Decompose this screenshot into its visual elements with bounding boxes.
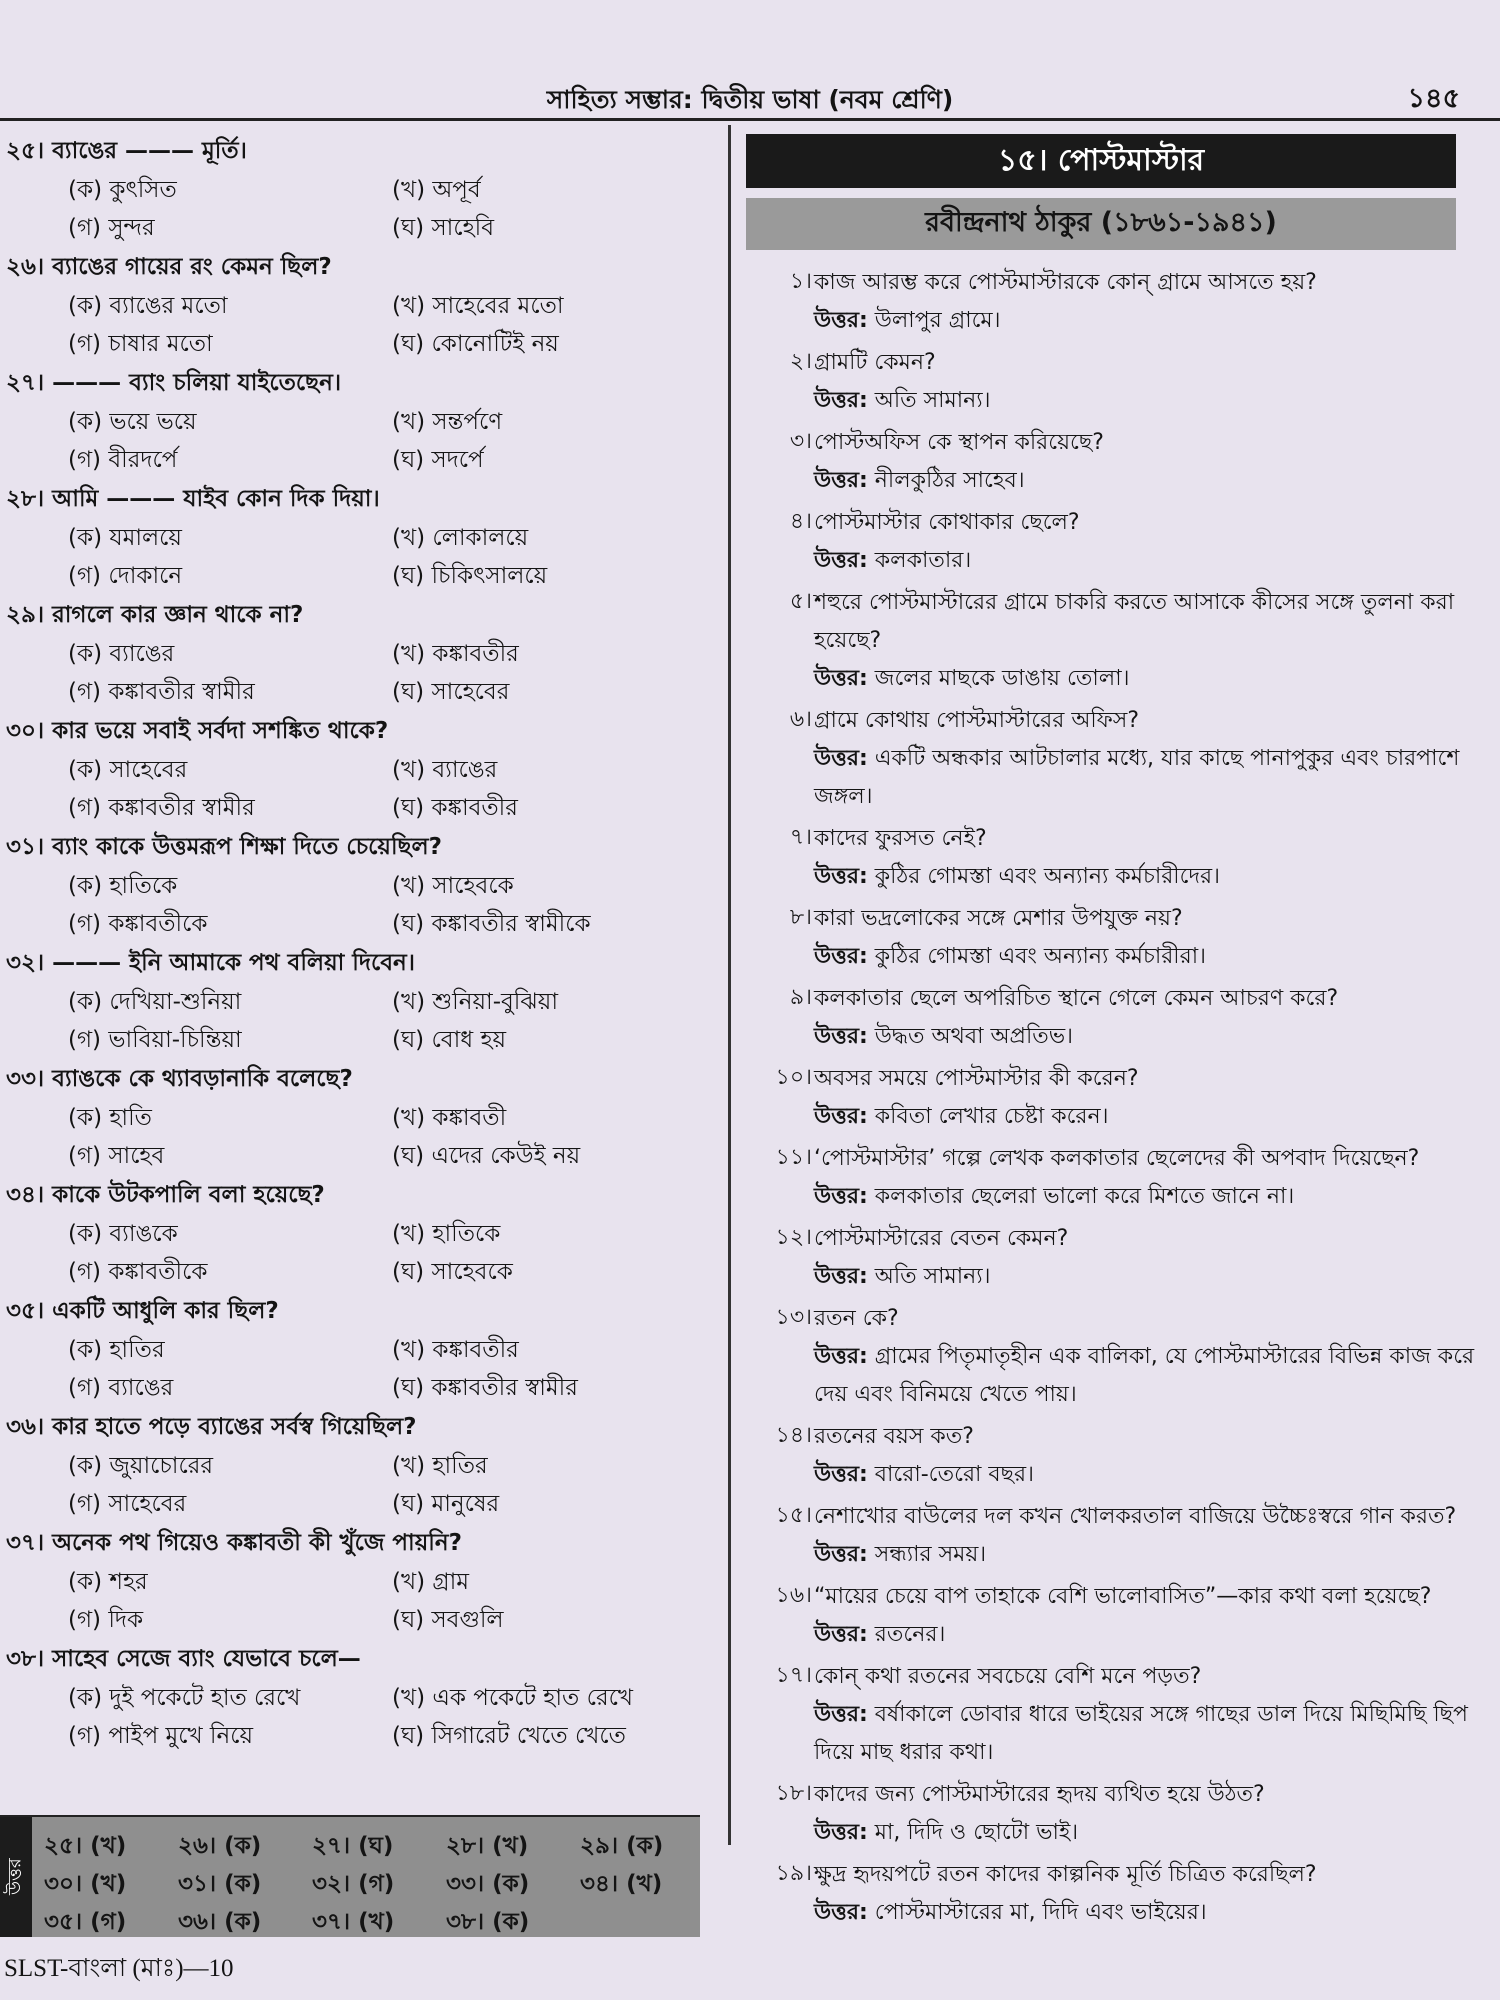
mcq-stem: ২৯। রাগলে কার জ্ঞান থাকে না? bbox=[6, 602, 304, 628]
option-c: (গ) বীরদর্পে bbox=[68, 447, 178, 473]
qa-item bbox=[746, 1300, 1480, 1414]
option-c: (গ) পাইপ মুখে নিয়ে bbox=[68, 1723, 254, 1749]
answer-key-cell: ২৫। (খ) bbox=[44, 1833, 127, 1859]
answer-text: সন্ধ্যার সময়। bbox=[874, 1542, 987, 1567]
question-text: কাদের জন্য পোস্টমাস্টারের হৃদয় ব্যথিত হয়ে উঠত? bbox=[814, 1782, 1265, 1807]
option-b: (খ) কঙ্কাবতীর bbox=[392, 1337, 519, 1363]
answer-label: উত্তর: bbox=[814, 1702, 868, 1727]
answer-key-row bbox=[44, 1903, 580, 1942]
answer-line bbox=[814, 1456, 1480, 1494]
option-a: (ক) হাতি bbox=[68, 1105, 152, 1131]
answer-label: উত্তর: bbox=[814, 1900, 868, 1925]
answer-text: বর্ষাকালে ডোবার ধারে ভাইয়ের সঙ্গে গাছের ডাল দিয়ে মিছিমিছি ছিপ দিয়ে মাছ ধরার কথা। bbox=[814, 1702, 1468, 1765]
column-divider bbox=[728, 125, 731, 1845]
author-heading: রবীন্দ্রনাথ ঠাকুর (১৮৬১-১৯৪১) bbox=[746, 198, 1456, 250]
header-rule bbox=[0, 118, 1500, 121]
option-c: (গ) ব্যাঙের bbox=[68, 1375, 174, 1401]
option-a: (ক) ব্যাঙের bbox=[68, 641, 175, 667]
option-a: (ক) কুৎসিত bbox=[68, 177, 177, 203]
mcq-stem: ৩১। ব্যাং কাকে উত্তমরূপ শিক্ষা দিতে চেয়েছিল? bbox=[6, 834, 442, 860]
option-a: (ক) ব্যাঙকে bbox=[68, 1221, 178, 1247]
qa-item bbox=[746, 504, 1480, 580]
option-d: (ঘ) সদর্পে bbox=[392, 447, 484, 473]
option-b: (খ) শুনিয়া-বুঝিয়া bbox=[392, 989, 558, 1015]
option-b: (খ) লোকালয়ে bbox=[392, 525, 529, 551]
answer-key-cell: ৩৮। (ক) bbox=[446, 1909, 530, 1935]
question-text: কাজ আরম্ভ করে পোস্টমাস্টারকে কোন্ গ্রামে আসতে হয়? bbox=[814, 270, 1317, 295]
answer-line bbox=[814, 302, 1480, 340]
answer-line bbox=[814, 1338, 1480, 1414]
question-text: গ্রামে কোথায় পোস্টমাস্টারের অফিস? bbox=[814, 708, 1140, 733]
book-title: সাহিত্য সম্ভার: দ্বিতীয় ভাষা (নবম শ্রেণি) bbox=[546, 85, 954, 114]
answer-label: উত্তর: bbox=[814, 1184, 868, 1209]
answer-line bbox=[814, 1258, 1480, 1296]
answer-line bbox=[814, 740, 1480, 816]
option-a: (ক) হাতিকে bbox=[68, 873, 178, 899]
option-a: (ক) দুই পকেটে হাত রেখে bbox=[68, 1685, 301, 1711]
question-number: ৭। bbox=[789, 825, 812, 850]
option-d: (ঘ) সাহেবি bbox=[392, 215, 495, 241]
answer-line bbox=[814, 462, 1480, 500]
option-b: (খ) হাতিকে bbox=[392, 1221, 501, 1247]
question-text: কাদের ফুরসত নেই? bbox=[814, 826, 987, 851]
question-text: পোস্টঅফিস কে স্থাপন করিয়েছে? bbox=[814, 430, 1104, 455]
answer-label: উত্তর: bbox=[814, 864, 868, 889]
mcq-item bbox=[0, 244, 700, 360]
question-number: ১৬। bbox=[775, 1583, 812, 1608]
qa-item bbox=[746, 1220, 1480, 1296]
mcq-item bbox=[0, 1636, 700, 1752]
answer-line bbox=[814, 1814, 1480, 1852]
mcq-item bbox=[0, 1172, 700, 1288]
answer-line bbox=[814, 938, 1480, 976]
question-text: গ্রামটি কেমন? bbox=[814, 350, 936, 375]
answer-label: উত্তর: bbox=[814, 1820, 868, 1845]
question-number: ১৭। bbox=[775, 1663, 812, 1688]
answer-line bbox=[814, 382, 1480, 420]
question-answer-list bbox=[746, 264, 1480, 1936]
option-a: (ক) সাহেবের bbox=[68, 757, 188, 783]
option-c: (গ) সাহেবের bbox=[68, 1491, 187, 1517]
qa-item bbox=[746, 1856, 1480, 1932]
option-c: (গ) সুন্দর bbox=[68, 215, 155, 241]
mcq-item bbox=[0, 1404, 700, 1520]
question-text: “মায়ের চেয়ে বাপ তাহাকে বেশি ভালোবাসিত”—কার কথা বলা হয়েছে? bbox=[814, 1584, 1432, 1609]
qa-item bbox=[746, 1140, 1480, 1216]
answer-label: উত্তর: bbox=[814, 548, 868, 573]
answer-key-cell: ৩৪। (খ) bbox=[580, 1871, 663, 1897]
question-text: রতনের বয়স কত? bbox=[814, 1424, 974, 1449]
answer-line bbox=[814, 1098, 1480, 1136]
answer-key-row bbox=[44, 1865, 714, 1904]
qa-item bbox=[746, 900, 1480, 976]
option-d: (ঘ) এদের কেউই নয় bbox=[392, 1143, 581, 1169]
mcq-item bbox=[0, 1520, 700, 1636]
question-number: ৩। bbox=[789, 429, 812, 454]
answer-key-cell: ২৯। (ক) bbox=[580, 1833, 664, 1859]
question-text: অবসর সময়ে পোস্টমাস্টার কী করেন? bbox=[814, 1066, 1139, 1091]
option-c: (গ) দোকানে bbox=[68, 563, 183, 589]
answer-line bbox=[814, 660, 1480, 698]
answer-key-row bbox=[44, 1827, 714, 1866]
answer-key-cell: ৩৭। (খ) bbox=[312, 1909, 395, 1935]
qa-item bbox=[746, 980, 1480, 1056]
mcq-stem: ৩৩। ব্যাঙকে কে থ্যাবড়ানাকি বলেছে? bbox=[6, 1066, 353, 1092]
answer-text: একটি অন্ধকার আটচালার মধ্যে, যার কাছে পানাপুকুর এবং চারপাশে জঙ্গল। bbox=[814, 746, 1460, 809]
mcq-item bbox=[0, 824, 700, 940]
answer-line bbox=[814, 1536, 1480, 1574]
option-b: (খ) সাহেবের মতো bbox=[392, 293, 564, 319]
question-number: ১৫। bbox=[775, 1503, 812, 1528]
answer-key-cell: ৩৩। (ক) bbox=[446, 1871, 530, 1897]
question-number: ৫। bbox=[789, 589, 812, 614]
mcq-stem: ২৭। ——— ব্যাং চলিয়া যাইতেছেন। bbox=[6, 370, 342, 396]
answer-label: উত্তর: bbox=[814, 1622, 868, 1647]
answer-label: উত্তর: bbox=[814, 1462, 868, 1487]
question-text: শহুরে পোস্টমাস্টারের গ্রামে চাকরি করতে আসাকে কীসের সঙ্গে তুলনা করা হয়েছে? bbox=[814, 590, 1455, 653]
option-d: (ঘ) সাহেবকে bbox=[392, 1259, 513, 1285]
answer-line bbox=[814, 1178, 1480, 1216]
answer-label: উত্তর: bbox=[814, 1264, 868, 1289]
question-text: ‘পোস্টমাস্টার’ গল্পে লেখক কলকাতার ছেলেদের কী অপবাদ দিয়েছেন? bbox=[814, 1146, 1420, 1171]
question-number: ১৯। bbox=[775, 1861, 812, 1886]
page-header bbox=[0, 72, 1500, 122]
answer-label: উত্তর: bbox=[814, 746, 868, 771]
option-d: (ঘ) কঙ্কাবতীর bbox=[392, 795, 518, 821]
question-text: রতন কে? bbox=[814, 1306, 899, 1331]
option-d: (ঘ) কঙ্কাবতীর স্বামীর bbox=[392, 1375, 578, 1401]
question-text: পোস্টমাস্টারের বেতন কেমন? bbox=[814, 1226, 1069, 1251]
option-c: (গ) কঙ্কাবতীকে bbox=[68, 911, 208, 937]
answer-key-cell: ২৮। (খ) bbox=[446, 1833, 529, 1859]
answer-text: উদ্ধত অথবা অপ্রতিভ। bbox=[874, 1024, 1074, 1049]
option-c: (গ) চাষার মতো bbox=[68, 331, 213, 357]
answer-key-cell: ২৭। (ঘ) bbox=[312, 1833, 394, 1859]
mcq-item bbox=[0, 940, 700, 1056]
qa-item bbox=[746, 344, 1480, 420]
option-a: (ক) যমালয়ে bbox=[68, 525, 182, 551]
mcq-item bbox=[0, 592, 700, 708]
option-b: (খ) অপূর্ব bbox=[392, 177, 481, 203]
mcq-stem: ৩৮। সাহেব সেজে ব্যাং যেভাবে চলে— bbox=[6, 1646, 361, 1672]
option-b: (খ) সাহেবকে bbox=[392, 873, 514, 899]
question-text: কারা ভদ্রলোকের সঙ্গে মেশার উপযুক্ত নয়? bbox=[814, 906, 1183, 931]
qa-item bbox=[746, 820, 1480, 896]
answer-text: কুঠির গোমস্তা এবং অন্যান্য কর্মচারীরা। bbox=[874, 944, 1206, 969]
question-text: কোন্ কথা রতনের সবচেয়ে বেশি মনে পড়ত? bbox=[814, 1664, 1202, 1689]
qa-item bbox=[746, 424, 1480, 500]
page-number: ১৪৫ bbox=[1407, 83, 1460, 114]
mcq-item bbox=[0, 128, 700, 244]
mcq-stem: ৩০। কার ভয়ে সবাই সর্বদা সশঙ্কিত থাকে? bbox=[6, 718, 389, 744]
option-d: (ঘ) সবগুলি bbox=[392, 1607, 504, 1633]
answer-text: রতনের। bbox=[874, 1622, 946, 1647]
option-b: (খ) গ্রাম bbox=[392, 1569, 470, 1595]
mcq-column bbox=[0, 128, 700, 1752]
answer-label: উত্তর: bbox=[814, 308, 868, 333]
option-b: (খ) এক পকেটে হাত রেখে bbox=[392, 1685, 633, 1711]
qa-item bbox=[746, 1498, 1480, 1574]
question-text: ক্ষুদ্র হৃদয়পটে রতন কাদের কাল্পনিক মূর্তি চিত্রিত করেছিল? bbox=[814, 1862, 1317, 1887]
answer-label: উত্তর: bbox=[814, 1024, 868, 1049]
footer-code: SLST-বাংলা (মাঃ)—10 bbox=[4, 1955, 234, 1982]
mcq-stem: ৩২। ——— ইনি আমাকে পথ বলিয়া দিবেন। bbox=[6, 950, 415, 976]
answer-text: উলাপুর গ্রামে। bbox=[874, 308, 1001, 333]
answer-key-cell: ৩৬। (ক) bbox=[178, 1909, 262, 1935]
answer-key-label: উত্তর bbox=[0, 1817, 32, 1937]
mcq-stem: ২৫। ব্যাঙের ——— মূর্তি। bbox=[6, 138, 247, 164]
question-number: ১১। bbox=[775, 1145, 812, 1170]
mcq-stem: ৩৪। কাকে উটকপালি বলা হয়েছে? bbox=[6, 1182, 325, 1208]
answer-key-cell: ৩১। (ক) bbox=[178, 1871, 262, 1897]
option-d: (ঘ) বোধ হয় bbox=[392, 1027, 507, 1053]
option-b: (খ) সন্তর্পণে bbox=[392, 409, 503, 435]
qa-item bbox=[746, 702, 1480, 816]
mcq-stem: ২৮। আমি ——— যাইব কোন দিক দিয়া। bbox=[6, 486, 380, 512]
answer-label: উত্তর: bbox=[814, 944, 868, 969]
mcq-item bbox=[0, 708, 700, 824]
qa-item bbox=[746, 264, 1480, 340]
option-c: (গ) কঙ্কাবতীর স্বামীর bbox=[68, 679, 255, 705]
answer-line bbox=[814, 858, 1480, 896]
qa-item bbox=[746, 584, 1480, 698]
answer-text: বারো-তেরো বছর। bbox=[874, 1462, 1034, 1487]
question-number: ১৪। bbox=[775, 1423, 812, 1448]
mcq-item bbox=[0, 1288, 700, 1404]
answer-line bbox=[814, 1616, 1480, 1654]
qa-item bbox=[746, 1060, 1480, 1136]
answer-text: গ্রামের পিতৃমাতৃহীন এক বালিকা, যে পোস্টমাস্টারের বিভিন্ন কাজ করে দেয় এবং বিনিময়ে খেতে পায়। bbox=[814, 1344, 1475, 1407]
option-a: (ক) ব্যাঙের মতো bbox=[68, 293, 228, 319]
option-a: (ক) শহর bbox=[68, 1569, 148, 1595]
option-d: (ঘ) চিকিৎসালয়ে bbox=[392, 563, 548, 589]
mcq-stem: ৩৬। কার হাতে পড়ে ব্যাঙের সর্বস্ব গিয়েছিল? bbox=[6, 1414, 417, 1440]
answer-text: কলকাতার। bbox=[874, 548, 972, 573]
option-b: (খ) হাতির bbox=[392, 1453, 488, 1479]
answer-label: উত্তর: bbox=[814, 1542, 868, 1567]
question-number: ৯। bbox=[789, 985, 812, 1010]
answer-line bbox=[814, 1018, 1480, 1056]
option-d: (ঘ) কঙ্কাবতীর স্বামীকে bbox=[392, 911, 591, 937]
qa-item bbox=[746, 1658, 1480, 1772]
question-number: ২। bbox=[789, 349, 812, 374]
option-b: (খ) কঙ্কাবতী bbox=[392, 1105, 507, 1131]
question-number: ১। bbox=[789, 269, 812, 294]
question-number: ৬। bbox=[789, 707, 812, 732]
answer-key-cell: ৩০। (খ) bbox=[44, 1871, 127, 1897]
qa-item bbox=[746, 1578, 1480, 1654]
option-c: (গ) কঙ্কাবতীকে bbox=[68, 1259, 208, 1285]
mcq-item bbox=[0, 1056, 700, 1172]
answer-text: কলকাতার ছেলেরা ভালো করে মিশতে জানে না। bbox=[874, 1184, 1295, 1209]
answer-line bbox=[814, 1696, 1480, 1772]
answer-text: পোস্টমাস্টারের মা, দিদি এবং ভাইয়ের। bbox=[874, 1900, 1207, 1925]
option-a: (ক) হাতির bbox=[68, 1337, 165, 1363]
answer-text: মা, দিদি ও ছোটো ভাই। bbox=[874, 1820, 1079, 1845]
option-c: (গ) দিক bbox=[68, 1607, 144, 1633]
option-a: (ক) ভয়ে ভয়ে bbox=[68, 409, 197, 435]
question-text: নেশাখোর বাউলের দল কখন খোলকরতাল বাজিয়ে উচ্চৈঃস্বরে গান করত? bbox=[814, 1504, 1457, 1529]
mcq-stem: ৩৫। একটি আধুলি কার ছিল? bbox=[6, 1298, 279, 1324]
mcq-stem: ৩৭। অনেক পথ গিয়েও কঙ্কাবতী কী খুঁজে পায়নি? bbox=[6, 1530, 462, 1556]
answer-label: উত্তর: bbox=[814, 666, 868, 691]
option-d: (ঘ) সাহেবের bbox=[392, 679, 510, 705]
answer-text: অতি সামান্য। bbox=[874, 388, 991, 413]
option-d: (ঘ) মানুষের bbox=[392, 1491, 500, 1517]
qa-item bbox=[746, 1418, 1480, 1494]
answer-key-cell: ২৬। (ক) bbox=[178, 1833, 262, 1859]
answer-line bbox=[814, 1894, 1480, 1932]
question-number: ১৩। bbox=[775, 1305, 812, 1330]
option-a: (ক) দেখিয়া-শুনিয়া bbox=[68, 989, 242, 1015]
mcq-item bbox=[0, 360, 700, 476]
option-d: (ঘ) কোনোটিই নয় bbox=[392, 331, 559, 357]
option-c: (গ) সাহেব bbox=[68, 1143, 165, 1169]
answer-text: নীলকুঠির সাহেব। bbox=[874, 468, 1025, 493]
question-number: ৪। bbox=[789, 509, 812, 534]
answer-label: উত্তর: bbox=[814, 1104, 868, 1129]
answer-text: কুঠির গোমস্তা এবং অন্যান্য কর্মচারীদের। bbox=[874, 864, 1220, 889]
mcq-stem: ২৬। ব্যাঙের গায়ের রং কেমন ছিল? bbox=[6, 254, 332, 280]
answer-label: উত্তর: bbox=[814, 468, 868, 493]
chapter-title: ১৫। পোস্টমাস্টার bbox=[746, 134, 1456, 188]
option-b: (খ) ব্যাঙের bbox=[392, 757, 498, 783]
question-text: পোস্টমাস্টার কোথাকার ছেলে? bbox=[814, 510, 1080, 535]
answer-text: কবিতা লেখার চেষ্টা করেন। bbox=[874, 1104, 1109, 1129]
answer-text: জলের মাছকে ডাঙায় তোলা। bbox=[874, 666, 1130, 691]
qa-item bbox=[746, 1776, 1480, 1852]
question-text: কলকাতার ছেলে অপরিচিত স্থানে গেলে কেমন আচরণ করে? bbox=[814, 986, 1339, 1011]
mcq-item bbox=[0, 476, 700, 592]
option-c: (গ) কঙ্কাবতীর স্বামীর bbox=[68, 795, 255, 821]
answer-key-cell: ৩৫। (গ) bbox=[44, 1909, 127, 1935]
question-number: ১২। bbox=[775, 1225, 812, 1250]
option-a: (ক) জুয়াচোরের bbox=[68, 1453, 214, 1479]
answer-label: উত্তর: bbox=[814, 1344, 868, 1369]
answer-text: অতি সামান্য। bbox=[874, 1264, 991, 1289]
question-number: ৮। bbox=[789, 905, 812, 930]
option-c: (গ) ভাবিয়া-চিন্তিয়া bbox=[68, 1027, 242, 1053]
question-number: ১০। bbox=[775, 1065, 812, 1090]
answer-key-cell: ৩২। (গ) bbox=[312, 1871, 395, 1897]
question-number: ১৮। bbox=[775, 1781, 812, 1806]
option-d: (ঘ) সিগারেট খেতে খেতে bbox=[392, 1723, 626, 1749]
option-b: (খ) কঙ্কাবতীর bbox=[392, 641, 519, 667]
answer-key bbox=[0, 1815, 700, 1937]
answer-label: উত্তর: bbox=[814, 388, 868, 413]
answer-line bbox=[814, 542, 1480, 580]
